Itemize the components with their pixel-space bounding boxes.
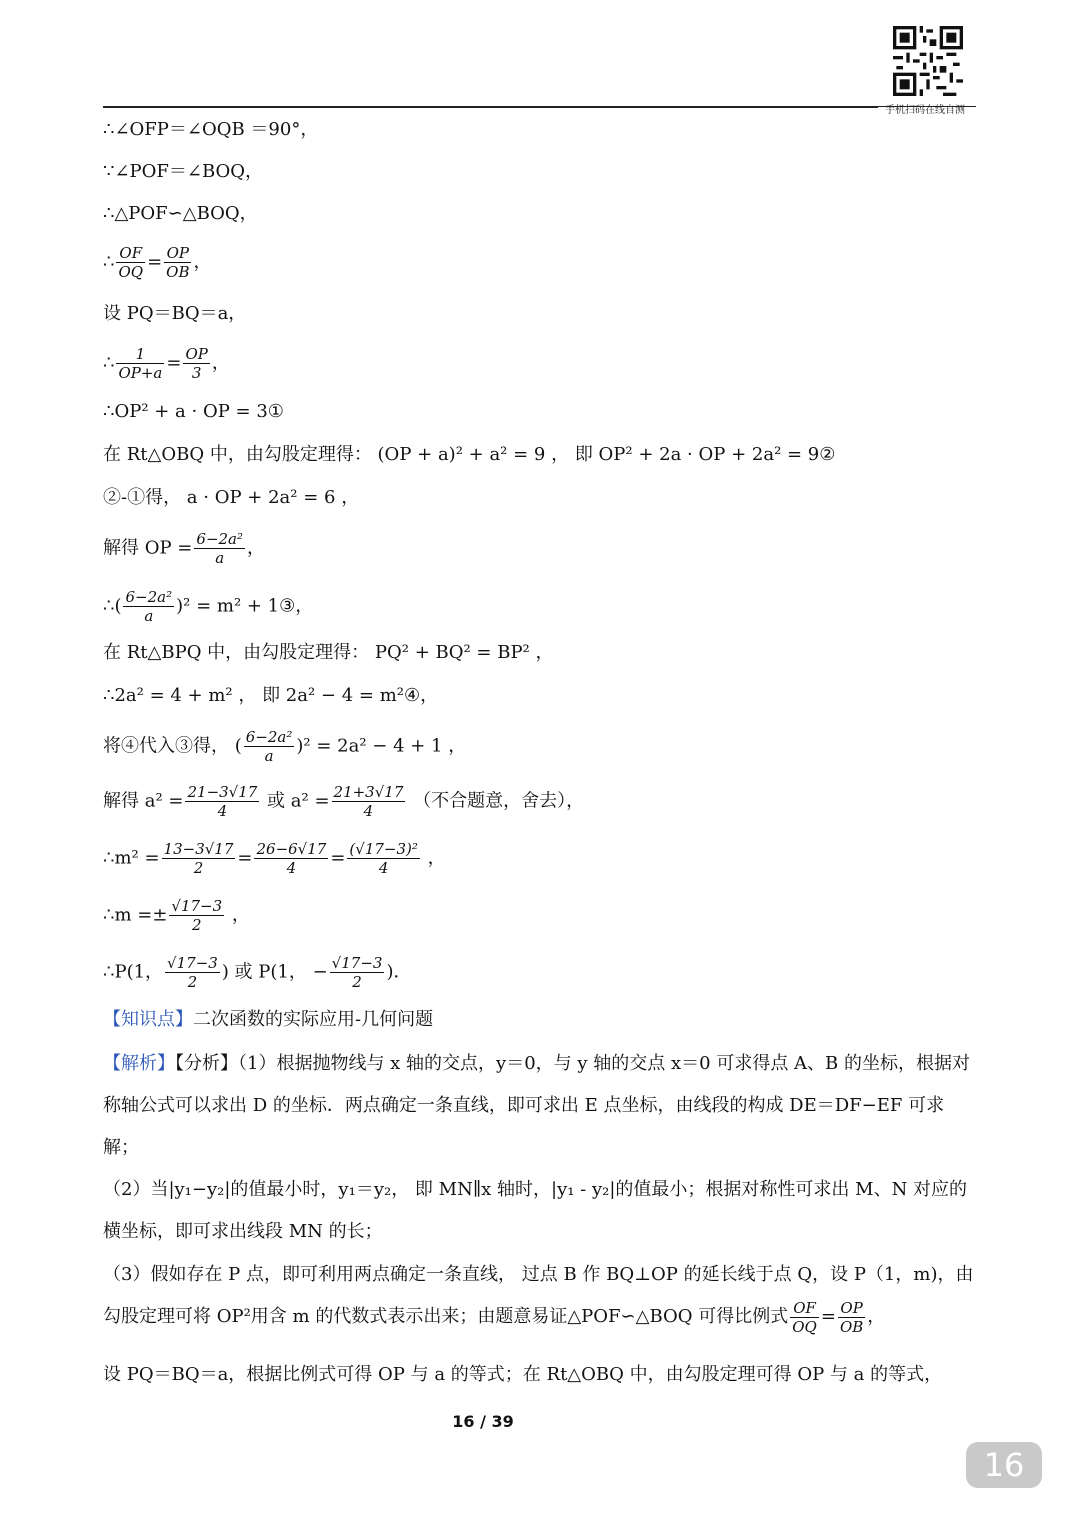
fraction: $\frac{OP}{OB}$ xyxy=(839,1298,864,1336)
header-rule xyxy=(103,106,878,108)
solution-line: ②-①得， a · OP + 2a² = 6 ， xyxy=(103,487,360,508)
fraction: $\frac{√17-3}{2}$ xyxy=(171,897,223,934)
solution-line: ∴∠OFP＝∠OQB ＝90°， xyxy=(103,119,319,140)
fraction: $\frac{1}{OP+a}$ xyxy=(118,345,163,382)
knowledge-point xyxy=(103,1008,433,1032)
header-rule-thin xyxy=(878,106,976,107)
page-number-badge: 16 xyxy=(966,1442,1042,1488)
knowledge-text: 二次函数的实际应用-几何问题 xyxy=(193,1009,434,1030)
fraction: $\frac{\text{6−2a²}}{a}$ xyxy=(245,728,293,765)
analysis-paragraph-4: 设 PQ＝BQ＝a，根据比例式可得 OP 与 a 的等式；在 Rt△OBQ 中，由勾股定理可得 OP 与 a 的等式， xyxy=(103,1364,943,1385)
solution-line: ∴2a² = 4 + m² ， 即 2a² − 4 = m²④， xyxy=(103,685,439,706)
analysis-paragraph-2: （2）当|y₁−y₂|的值最小时，y₁＝y₂， 即 MN∥x 轴时，|y₁ - y₂|的值最小；根据对称性可求出 M、N 对应的横坐标，即可求出线段 MN 的长； xyxy=(103,1179,968,1242)
solution-line: 解得 OP = $\frac{\text{6−2a²}}{a}$ ， xyxy=(103,530,266,567)
fraction: $\frac{OP}{OB}$ xyxy=(166,244,190,281)
analysis-paragraph-3: （3）假如存在 P 点，即可利用两点确定一条直线， 过点 B 作 BQ⊥OP 的延长线于点 Q，设 P（1，m)，由勾股定理可将 OP²用含 m 的代数式表示出来；由题意易证△POF∽△BOQ 可得比例式 $\frac{OF}{OQ}$ = $\frac{OP}{OB}$ ， xyxy=(103,1264,974,1336)
fraction: $\frac{\text{6−2a²}}{a}$ xyxy=(125,588,173,625)
fraction: $\frac{\text{(√17−3)²}}{4}$ xyxy=(349,840,418,877)
fraction: $\frac{21+3√17}{4}$ xyxy=(333,783,404,820)
knowledge-tag: 【知识点】 xyxy=(103,1009,193,1030)
fraction: $\frac{OF}{OQ}$ xyxy=(118,244,144,281)
fraction: $\frac{√17-3}{2}$ xyxy=(167,954,218,991)
solution-line: ∴m² = $\frac{13-3√17}{2}$ = $\frac{26-6√17}{4}$ = $\frac{\text{(√17−3)²}}{4}$ ， xyxy=(103,840,446,877)
solution-line: 解得 a² = $\frac{21-3√17}{4}$ 或 a² = $\frac{21+3√17}{4}$ （不合题意，舍去）， xyxy=(103,783,585,820)
solution-line: 在 Rt△BPQ 中，由勾股定理得： PQ² + BQ² = BP² ， xyxy=(103,642,554,663)
solution-line: ∵∠POF＝∠BOQ， xyxy=(103,161,264,182)
solution-line: ∴OP² + a · OP = 3① xyxy=(103,401,284,422)
solution-line: 设 PQ＝BQ＝a， xyxy=(103,303,247,324)
solution-line: 在 Rt△OBQ 中，由勾股定理得： (OP + a)² + a² = 9 ， 即 OP² + 2a · OP + 2a² = 9② xyxy=(103,444,836,465)
analysis-tag: 【解析】 xyxy=(103,1053,175,1074)
analysis-paragraph-1: 【解析】【分析】（1）根据抛物线与 x 轴的交点，y＝0，与 y 轴的交点 x＝0 可求得点 A、B 的坐标，根据对称轴公式可以求出 D 的坐标．两点确定一条直线，即可求出 E 点坐标，由线段的构成 DE＝DF−EF 可求解； xyxy=(103,1053,970,1158)
qr-caption: 手机扫码在线自测 xyxy=(885,105,965,116)
solution-line: ∴( $\frac{\text{6−2a²}}{a}$ )² = m² + 1③， xyxy=(103,588,314,625)
solution-line: ∴△POF∽△BOQ， xyxy=(103,203,258,224)
solution-line: ∴P(1， $\frac{√17-3}{2}$ ) 或 P(1， − $\frac{√17-3}{2}$ )． xyxy=(103,954,412,991)
solution-line: ∴m =± $\frac{√17-3}{2}$ ， xyxy=(103,897,250,934)
page-indicator: 16 / 39 xyxy=(452,1412,514,1431)
fraction: $\frac{21-3√17}{4}$ xyxy=(187,783,258,820)
fraction: $\frac{\text{6−2a²}}{a}$ xyxy=(196,530,244,567)
solution-line: 将④代入③得， ( $\frac{\text{6−2a²}}{a}$ )² = 2a² − 4 + 1 ， xyxy=(103,728,467,765)
solution-line: ∴ $\frac{1}{OP+a}$ = $\frac{OP}{3}$ ， xyxy=(103,345,230,382)
qr-code-icon xyxy=(893,26,963,96)
fraction: $\frac{13-3√17}{2}$ xyxy=(163,840,234,877)
fraction: $\frac{OF}{OQ}$ xyxy=(792,1298,817,1336)
solution-line: ∴ $\frac{OF}{OQ}$ = $\frac{OP}{OB}$ ， xyxy=(103,244,212,281)
fraction: $\frac{OP}{3}$ xyxy=(185,345,208,382)
fraction: $\frac{√17-3}{2}$ xyxy=(331,954,383,991)
fraction: $\frac{26-6√17}{4}$ xyxy=(256,840,327,877)
